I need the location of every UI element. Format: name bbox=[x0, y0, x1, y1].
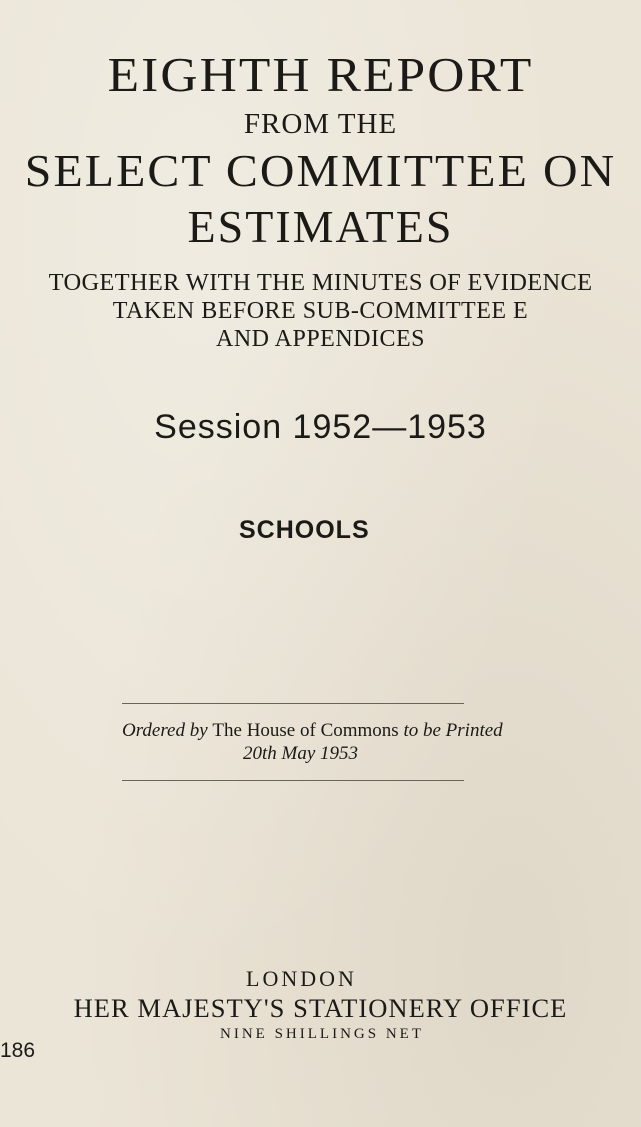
order-statement bbox=[122, 720, 503, 742]
imprint-price: NINE SHILLINGS NET bbox=[220, 1026, 424, 1042]
order-text-part2: The House of Commons bbox=[212, 720, 399, 741]
order-date: 20th May 1953 bbox=[243, 743, 359, 764]
order-text-part1: Ordered by bbox=[122, 720, 208, 741]
committee-name-line1: SELECT COMMITTEE ON bbox=[24, 145, 617, 196]
subtitle-line1: TOGETHER WITH THE MINUTES OF EVIDENCE bbox=[48, 270, 593, 296]
subject-heading: SCHOOLS bbox=[239, 516, 370, 544]
committee-name-line2: ESTIMATES bbox=[187, 201, 454, 252]
subtitle-line2: TAKEN BEFORE SUB-COMMITTEE E bbox=[112, 298, 529, 324]
paper-number: 186 bbox=[0, 1039, 36, 1062]
from-the-label: FROM THE bbox=[243, 108, 398, 140]
imprint-city: LONDON bbox=[246, 966, 357, 991]
order-rule-top bbox=[122, 703, 464, 704]
order-rule-bottom bbox=[122, 780, 464, 781]
report-title: EIGHTH REPORT bbox=[107, 47, 534, 102]
subtitle-line3: AND APPENDICES bbox=[215, 326, 426, 352]
session-label: Session 1952—1953 bbox=[154, 408, 487, 446]
order-text-part3: to be Printed bbox=[403, 720, 503, 741]
imprint-publisher: HER MAJESTY'S STATIONERY OFFICE bbox=[73, 994, 568, 1023]
